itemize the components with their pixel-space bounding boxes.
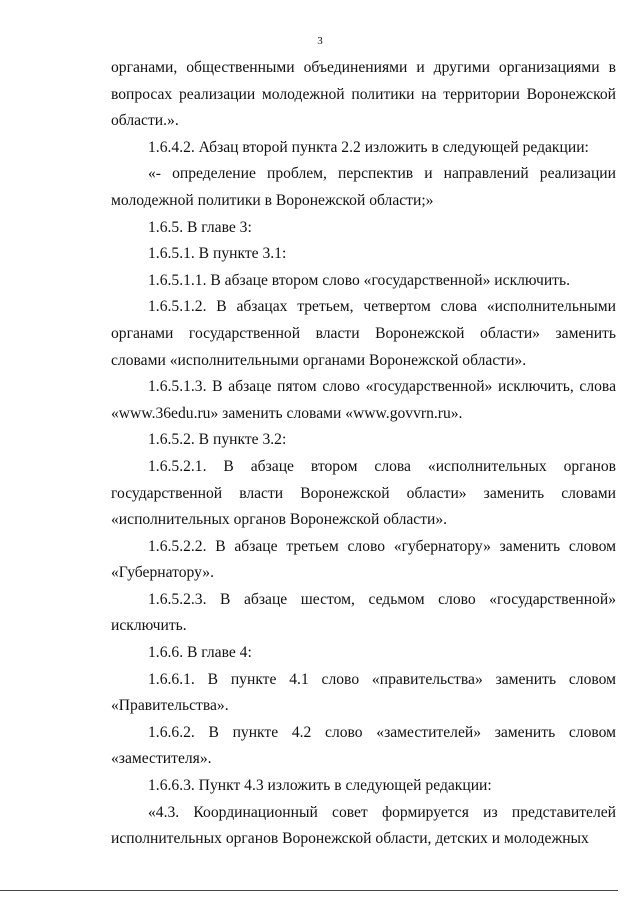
- paragraph-1-6-4-2: 1.6.4.2. Абзац второй пункта 2.2 изложить в следующей редакции:: [148, 138, 589, 156]
- paragraph-1-6-6-3: 1.6.6.3. Пункт 4.3 изложить в следующей редакции:: [148, 777, 492, 795]
- paragraph-quote-4-3: «4.3. Координационный совет формируется из представителей исполнительных органов Воронежской области, детских и молодежных: [111, 803, 616, 848]
- paragraph-1-6-6-1: 1.6.6.1. В пункте 4.1 слово «правительства» заменить словом «Правительства».: [111, 670, 616, 715]
- paragraph-1-6-5-2-3: 1.6.5.2.3. В абзаце шестом, седьмом слово «государственной» исключить.: [111, 590, 616, 635]
- paragraph-1-6-5: 1.6.5. В главе 3:: [148, 218, 252, 236]
- page-bottom-rule: [0, 890, 618, 891]
- paragraph-continuation: органами, общественными объединениями и другими организациями в вопросах реализации молодежной политики на территории Воронежской области.».: [111, 59, 616, 130]
- paragraph-1-6-5-2-1: 1.6.5.2.1. В абзаце втором слова «исполнительных органов государственной власти Воронежской области» заменить словами «исполнительных органов Воронежской области».: [111, 457, 616, 529]
- paragraph-1-6-5-1-1: 1.6.5.1.1. В абзаце втором слово «государственной» исключить.: [148, 271, 570, 289]
- paragraph-1-6-5-1: 1.6.5.1. В пункте 3.1:: [148, 245, 287, 263]
- paragraph-1-6-5-2: 1.6.5.2. В пункте 3.2:: [148, 431, 287, 449]
- paragraph-quote-definition: «- определение проблем, перспектив и направлений реализации молодежной политики в Воронежской области;»: [111, 165, 616, 209]
- paragraph-1-6-6: 1.6.6. В главе 4:: [148, 644, 252, 662]
- document-body: [111, 55, 616, 853]
- paragraph-1-6-5-1-2: 1.6.5.1.2. В абзацах третьем, четвертом слова «исполнительными органами государственной власти Воронежской области» заменить словами «исполнительными органами Воронежской области».: [111, 298, 616, 369]
- paragraph-1-6-5-2-2: 1.6.5.2.2. В абзаце третьем слово «губернатору» заменить словом «Губернатору».: [111, 537, 616, 582]
- paragraph-1-6-5-1-3: 1.6.5.1.3. В абзаце пятом слово «государственной» исключить, слова «www.36edu.ru» заменить словами «www.govvrn.ru».: [111, 378, 616, 422]
- paragraph-1-6-6-2: 1.6.6.2. В пункте 4.2 слово «заместителей» заменить словом «заместителя».: [111, 723, 616, 768]
- page-number: 3: [317, 35, 323, 47]
